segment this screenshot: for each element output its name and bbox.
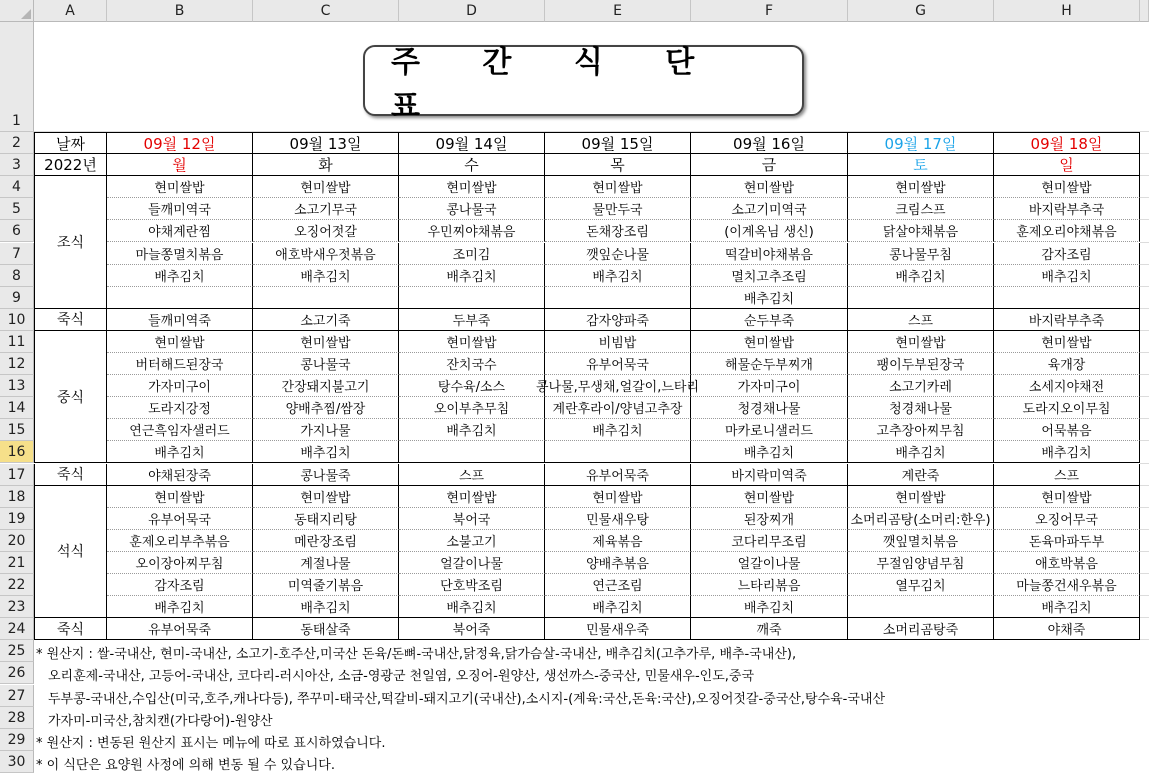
menu-cell[interactable]: 어묵볶음 xyxy=(994,419,1140,441)
menu-cell[interactable]: 비빔밥 xyxy=(545,331,691,353)
menu-cell[interactable]: 얼갈이나물 xyxy=(399,552,545,574)
date-cell[interactable]: 09월 14일 xyxy=(399,132,545,154)
menu-cell[interactable]: 민물새우탕 xyxy=(545,508,691,530)
menu-cell[interactable]: 훈제오리야채볶음 xyxy=(994,220,1140,242)
menu-cell[interactable]: 현미쌀밥 xyxy=(399,486,545,508)
menu-cell[interactable] xyxy=(253,287,399,309)
menu-cell[interactable]: 콩나물국 xyxy=(399,198,545,220)
day-cell[interactable]: 토 xyxy=(848,154,994,176)
porridge-cell[interactable]: 바지락부추죽 xyxy=(994,309,1140,331)
menu-cell[interactable]: 오징어젓갈 xyxy=(253,220,399,242)
origin-note[interactable]: 오리훈제-국내산, 고등어-국내산, 코다리-러시아산, 소금-영광군 천일염, 오징어-원양산, 생선까스-중국산, 민물새우-인도,중국 xyxy=(48,669,755,685)
date-cell[interactable]: 09월 18일 xyxy=(994,132,1140,154)
menu-cell[interactable]: 깻잎순나물 xyxy=(545,243,691,265)
porridge1-label-cell[interactable]: 죽식 xyxy=(34,309,107,331)
menu-cell[interactable]: 오이장아찌무침 xyxy=(107,552,253,574)
menu-cell[interactable]: 잔치국수 xyxy=(399,353,545,375)
menu-cell[interactable]: 유부어묵국 xyxy=(545,353,691,375)
menu-cell[interactable]: 배추김치 xyxy=(253,265,399,287)
menu-cell[interactable]: 현미쌀밥 xyxy=(399,176,545,198)
menu-cell[interactable]: 현미쌀밥 xyxy=(691,331,848,353)
menu-cell[interactable]: 현미쌀밥 xyxy=(253,176,399,198)
porridge-cell[interactable]: 북어죽 xyxy=(399,618,545,640)
row-header-14[interactable]: 14 xyxy=(0,397,34,419)
menu-cell[interactable]: 우민찌야채볶음 xyxy=(399,220,545,242)
porridge-cell[interactable]: 소고기죽 xyxy=(253,309,399,331)
porridge3-label-cell[interactable]: 죽식 xyxy=(34,618,107,640)
menu-cell[interactable]: 현미쌀밥 xyxy=(107,331,253,353)
porridge-cell[interactable]: 들깨미역죽 xyxy=(107,309,253,331)
year-label-cell[interactable]: 2022년 xyxy=(34,154,107,176)
menu-cell[interactable]: 양배추볶음 xyxy=(545,552,691,574)
row-header-11[interactable]: 11 xyxy=(0,331,34,353)
porridge-cell[interactable]: 유부어묵죽 xyxy=(107,618,253,640)
date-cell[interactable]: 09월 15일 xyxy=(545,132,691,154)
menu-cell[interactable]: 애호박새우젓볶음 xyxy=(253,243,399,265)
menu-cell[interactable]: 도라지강정 xyxy=(107,397,253,419)
menu-cell[interactable]: 감자조림 xyxy=(107,574,253,596)
menu-cell[interactable]: 멸치고추조림 xyxy=(691,265,848,287)
row-header-8[interactable]: 8 xyxy=(0,265,34,287)
menu-cell[interactable] xyxy=(107,287,253,309)
menu-cell[interactable]: 배추김치 xyxy=(399,265,545,287)
menu-cell[interactable]: 감자조림 xyxy=(994,243,1140,265)
menu-cell[interactable]: 연근조림 xyxy=(545,574,691,596)
column-header-A[interactable]: A xyxy=(34,0,107,22)
menu-cell[interactable]: 계란후라이/양념고추장 xyxy=(545,397,691,419)
row-header-21[interactable]: 21 xyxy=(0,552,34,574)
menu-cell[interactable]: 돈채장조림 xyxy=(545,220,691,242)
row-header-3[interactable]: 3 xyxy=(0,154,34,176)
row-header-5[interactable]: 5 xyxy=(0,198,34,220)
day-cell[interactable]: 목 xyxy=(545,154,691,176)
menu-cell[interactable]: 계절나물 xyxy=(253,552,399,574)
menu-cell[interactable]: 제육볶음 xyxy=(545,530,691,552)
menu-cell[interactable]: 가지나물 xyxy=(253,419,399,441)
porridge-cell[interactable]: 스프 xyxy=(848,309,994,331)
menu-cell[interactable]: 무절임양념무침 xyxy=(848,552,994,574)
menu-cell[interactable]: 배추김치 xyxy=(691,287,848,309)
date-label-cell[interactable]: 날짜 xyxy=(34,132,107,154)
menu-cell[interactable]: 현미쌀밥 xyxy=(253,486,399,508)
row-header-23[interactable]: 23 xyxy=(0,596,34,618)
date-cell[interactable]: 09월 13일 xyxy=(253,132,399,154)
menu-cell[interactable]: 소세지야채전 xyxy=(994,375,1140,397)
menu-cell[interactable]: 배추김치 xyxy=(994,265,1140,287)
menu-cell[interactable]: 코다리무조림 xyxy=(691,530,848,552)
menu-cell[interactable]: 현미쌀밥 xyxy=(545,176,691,198)
menu-cell[interactable]: 현미쌀밥 xyxy=(107,176,253,198)
origin-note[interactable]: * 원산지 : 쌀-국내산, 현미-국내산, 소고기-호주산,미국산 돈육/돈뼈-국내산,닭정육,닭가슴살-국내산, 배추김치(고추가루, 배추-국내산), xyxy=(36,647,797,663)
row-header-4[interactable]: 4 xyxy=(0,176,34,198)
menu-cell[interactable]: 현미쌀밥 xyxy=(253,331,399,353)
row-header-28[interactable]: 28 xyxy=(0,707,34,729)
menu-cell[interactable]: 청경채나물 xyxy=(848,397,994,419)
menu-cell[interactable]: 미역줄기볶음 xyxy=(253,574,399,596)
menu-cell[interactable]: 메란장조림 xyxy=(253,530,399,552)
date-cell[interactable]: 09월 17일 xyxy=(848,132,994,154)
row-header-30[interactable]: 30 xyxy=(0,751,34,773)
breakfast-label-cell[interactable]: 조식 xyxy=(34,176,107,309)
porridge-cell[interactable]: 야채죽 xyxy=(994,618,1140,640)
row-header-29[interactable]: 29 xyxy=(0,729,34,751)
date-cell[interactable]: 09월 12일 xyxy=(107,132,253,154)
dinner-label-cell[interactable]: 석식 xyxy=(34,486,107,619)
menu-cell[interactable]: 가자미구이 xyxy=(107,375,253,397)
row-header-17[interactable]: 17 xyxy=(0,464,34,486)
menu-cell[interactable] xyxy=(994,287,1140,309)
menu-cell[interactable]: 배추김치 xyxy=(848,441,994,463)
porridge-cell[interactable]: 스프 xyxy=(994,464,1140,486)
column-header-D[interactable]: D xyxy=(399,0,545,22)
menu-cell[interactable]: 소머리곰탕(소머리:한우) xyxy=(848,508,994,530)
menu-cell[interactable]: 현미쌀밥 xyxy=(994,486,1140,508)
row-header-1[interactable]: 1 xyxy=(0,22,34,132)
row-header-15[interactable]: 15 xyxy=(0,419,34,441)
row-header-6[interactable]: 6 xyxy=(0,220,34,242)
column-header-G[interactable]: G xyxy=(848,0,994,22)
row-header-22[interactable]: 22 xyxy=(0,574,34,596)
row-header-27[interactable]: 27 xyxy=(0,685,34,707)
menu-cell[interactable]: 들깨미역국 xyxy=(107,198,253,220)
menu-cell[interactable]: 청경채나물 xyxy=(691,397,848,419)
menu-cell[interactable]: 버터해드된장국 xyxy=(107,353,253,375)
menu-cell[interactable]: 소고기무국 xyxy=(253,198,399,220)
menu-cell[interactable]: 깻잎멸치볶음 xyxy=(848,530,994,552)
menu-cell[interactable]: 마늘쫑멸치볶음 xyxy=(107,243,253,265)
menu-cell[interactable]: 현미쌀밥 xyxy=(107,486,253,508)
title-box xyxy=(363,44,804,124)
menu-cell[interactable]: 돈육마파두부 xyxy=(994,530,1140,552)
menu-cell[interactable] xyxy=(848,596,994,618)
menu-cell[interactable]: 현미쌀밥 xyxy=(691,486,848,508)
row-header-13[interactable]: 13 xyxy=(0,375,34,397)
porridge-cell[interactable]: 유부어묵죽 xyxy=(545,464,691,486)
day-cell[interactable]: 화 xyxy=(253,154,399,176)
porridge-cell[interactable]: 콩나물죽 xyxy=(253,464,399,486)
menu-cell[interactable] xyxy=(399,287,545,309)
menu-cell[interactable]: 느타리볶음 xyxy=(691,574,848,596)
menu-cell[interactable]: 훈제오리부추볶음 xyxy=(107,530,253,552)
row-header-26[interactable]: 26 xyxy=(0,662,34,684)
column-header-B[interactable]: B xyxy=(107,0,253,22)
menu-cell[interactable]: 콩나물국 xyxy=(253,353,399,375)
menu-cell[interactable] xyxy=(848,287,994,309)
menu-cell[interactable]: 떡갈비야채볶음 xyxy=(691,243,848,265)
select-all-corner[interactable] xyxy=(0,0,34,22)
lunch-label-cell[interactable]: 중식 xyxy=(34,331,107,464)
origin-note[interactable]: 가자미-미국산,참치캔(가다랑어)-원양산 xyxy=(48,713,273,729)
menu-cell[interactable] xyxy=(545,441,691,463)
menu-cell[interactable]: 배추김치 xyxy=(994,596,1140,618)
menu-cell[interactable]: 연근흑임자샐러드 xyxy=(107,419,253,441)
menu-cell[interactable]: 현미쌀밥 xyxy=(994,176,1140,198)
menu-cell[interactable]: 애호박볶음 xyxy=(994,552,1140,574)
menu-cell[interactable] xyxy=(399,441,545,463)
menu-cell[interactable]: 바지락부추국 xyxy=(994,198,1140,220)
porridge-cell[interactable]: 깨죽 xyxy=(691,618,848,640)
menu-cell[interactable]: 마카로니샐러드 xyxy=(691,419,848,441)
origin-note[interactable]: 두부콩-국내산,수입산(미국,호주,캐나다등), 쭈꾸미-태국산,떡갈비-돼지고기(국내산),소시지-(계육:국산,돈육:국산),오징어젓갈-중국산,탕수육-국내산 xyxy=(48,691,886,707)
porridge-cell[interactable]: 감자양파죽 xyxy=(545,309,691,331)
column-header-E[interactable]: E xyxy=(545,0,691,22)
row-header-24[interactable]: 24 xyxy=(0,618,34,640)
menu-cell[interactable]: 동태지리탕 xyxy=(253,508,399,530)
menu-cell[interactable]: 배추김치 xyxy=(253,596,399,618)
menu-cell[interactable] xyxy=(545,287,691,309)
menu-cell[interactable]: 야채계란찜 xyxy=(107,220,253,242)
porridge-cell[interactable]: 소머리곰탕죽 xyxy=(848,618,994,640)
menu-cell[interactable]: 현미쌀밥 xyxy=(848,486,994,508)
menu-cell[interactable]: 배추김치 xyxy=(107,596,253,618)
porridge-cell[interactable]: 스프 xyxy=(399,464,545,486)
menu-cell[interactable]: 소불고기 xyxy=(399,530,545,552)
column-header-C[interactable]: C xyxy=(253,0,399,22)
menu-cell[interactable]: 콩나물무침 xyxy=(848,243,994,265)
column-header-empty xyxy=(1140,0,1149,22)
menu-cell[interactable]: 소고기미역국 xyxy=(691,198,848,220)
menu-cell[interactable]: 배추김치 xyxy=(691,596,848,618)
menu-cell[interactable]: 고추장아찌무침 xyxy=(848,419,994,441)
menu-cell[interactable]: 배추김치 xyxy=(399,419,545,441)
row-header-19[interactable]: 19 xyxy=(0,508,34,530)
menu-cell[interactable]: 배추김치 xyxy=(253,441,399,463)
menu-cell[interactable]: 소고기카레 xyxy=(848,375,994,397)
day-cell[interactable]: 월 xyxy=(107,154,253,176)
date-cell[interactable]: 09월 16일 xyxy=(691,132,848,154)
menu-cell[interactable]: 가자미구이 xyxy=(691,375,848,397)
menu-cell[interactable]: 현미쌀밥 xyxy=(691,176,848,198)
porridge2-label-cell[interactable]: 죽식 xyxy=(34,464,107,486)
porridge-cell[interactable]: 야채된장죽 xyxy=(107,464,253,486)
row-header-2[interactable]: 2 xyxy=(0,132,34,154)
menu-cell[interactable]: 닭살야채볶음 xyxy=(848,220,994,242)
row-header-10[interactable]: 10 xyxy=(0,309,34,331)
row-header-7[interactable]: 7 xyxy=(0,243,34,265)
day-cell[interactable]: 일 xyxy=(994,154,1140,176)
menu-cell[interactable]: (이계옥님 생신) xyxy=(691,220,848,242)
menu-cell[interactable]: 양배추찜/쌈장 xyxy=(253,397,399,419)
menu-cell[interactable]: 된장찌개 xyxy=(691,508,848,530)
menu-cell[interactable]: 물만두국 xyxy=(545,198,691,220)
porridge-cell[interactable]: 동태살죽 xyxy=(253,618,399,640)
menu-cell[interactable]: 배추김치 xyxy=(399,596,545,618)
porridge-cell[interactable]: 민물새우죽 xyxy=(545,618,691,640)
menu-cell[interactable]: 현미쌀밥 xyxy=(994,331,1140,353)
row-header-9[interactable]: 9 xyxy=(0,287,34,309)
porridge-cell[interactable]: 바지락미역죽 xyxy=(691,464,848,486)
menu-cell[interactable]: 해물순두부찌개 xyxy=(691,353,848,375)
row-header-20[interactable]: 20 xyxy=(0,530,34,552)
menu-cell[interactable]: 도라지오이무침 xyxy=(994,397,1140,419)
menu-cell[interactable]: 콩나물,무생채,얼갈이,느타리 xyxy=(545,375,691,397)
menu-cell[interactable]: 탕수육/소스 xyxy=(399,375,545,397)
menu-cell[interactable]: 오징어무국 xyxy=(994,508,1140,530)
menu-cell[interactable]: 배추김치 xyxy=(107,441,253,463)
menu-cell[interactable]: 배추김치 xyxy=(545,265,691,287)
row-header-18[interactable]: 18 xyxy=(0,486,34,508)
menu-cell[interactable]: 배추김치 xyxy=(994,441,1140,463)
menu-cell[interactable]: 단호박조림 xyxy=(399,574,545,596)
menu-cell[interactable]: 배추김치 xyxy=(848,265,994,287)
menu-cell[interactable]: 배추김치 xyxy=(107,265,253,287)
page-title: 주 간 식 단 표 xyxy=(391,44,721,124)
menu-cell[interactable]: 현미쌀밥 xyxy=(399,331,545,353)
menu-cell[interactable]: 배추김치 xyxy=(545,419,691,441)
origin-note[interactable]: * 이 식단은 요양원 사정에 의해 변동 될 수 있습니다. xyxy=(36,757,335,773)
menu-cell[interactable]: 간장돼지불고기 xyxy=(253,375,399,397)
menu-cell[interactable]: 조미김 xyxy=(399,243,545,265)
menu-cell[interactable]: 유부어묵국 xyxy=(107,508,253,530)
menu-cell[interactable]: 얼갈이나물 xyxy=(691,552,848,574)
menu-cell[interactable]: 열무김치 xyxy=(848,574,994,596)
porridge-cell[interactable]: 순두부죽 xyxy=(691,309,848,331)
menu-cell[interactable]: 배추김치 xyxy=(691,441,848,463)
menu-cell[interactable]: 크림스프 xyxy=(848,198,994,220)
column-header-F[interactable]: F xyxy=(691,0,848,22)
menu-cell[interactable]: 오이부추무침 xyxy=(399,397,545,419)
menu-cell[interactable]: 북어국 xyxy=(399,508,545,530)
row-header-16[interactable]: 16 xyxy=(0,441,34,463)
porridge-cell[interactable]: 계란죽 xyxy=(848,464,994,486)
menu-cell[interactable]: 현미쌀밥 xyxy=(848,331,994,353)
menu-cell[interactable]: 현미쌀밥 xyxy=(545,486,691,508)
day-cell[interactable]: 수 xyxy=(399,154,545,176)
porridge-cell[interactable]: 두부죽 xyxy=(399,309,545,331)
column-header-H[interactable]: H xyxy=(994,0,1140,22)
menu-cell[interactable]: 배추김치 xyxy=(545,596,691,618)
menu-cell[interactable]: 팽이두부된장국 xyxy=(848,353,994,375)
menu-cell[interactable]: 현미쌀밥 xyxy=(848,176,994,198)
origin-note[interactable]: * 원산지 : 변동된 원산지 표시는 메뉴에 따로 표시하였습니다. xyxy=(36,735,386,751)
row-header-25[interactable]: 25 xyxy=(0,640,34,662)
day-cell[interactable]: 금 xyxy=(691,154,848,176)
menu-cell[interactable]: 마늘쫑건새우볶음 xyxy=(994,574,1140,596)
menu-cell[interactable]: 육개장 xyxy=(994,353,1140,375)
row-header-12[interactable]: 12 xyxy=(0,353,34,375)
